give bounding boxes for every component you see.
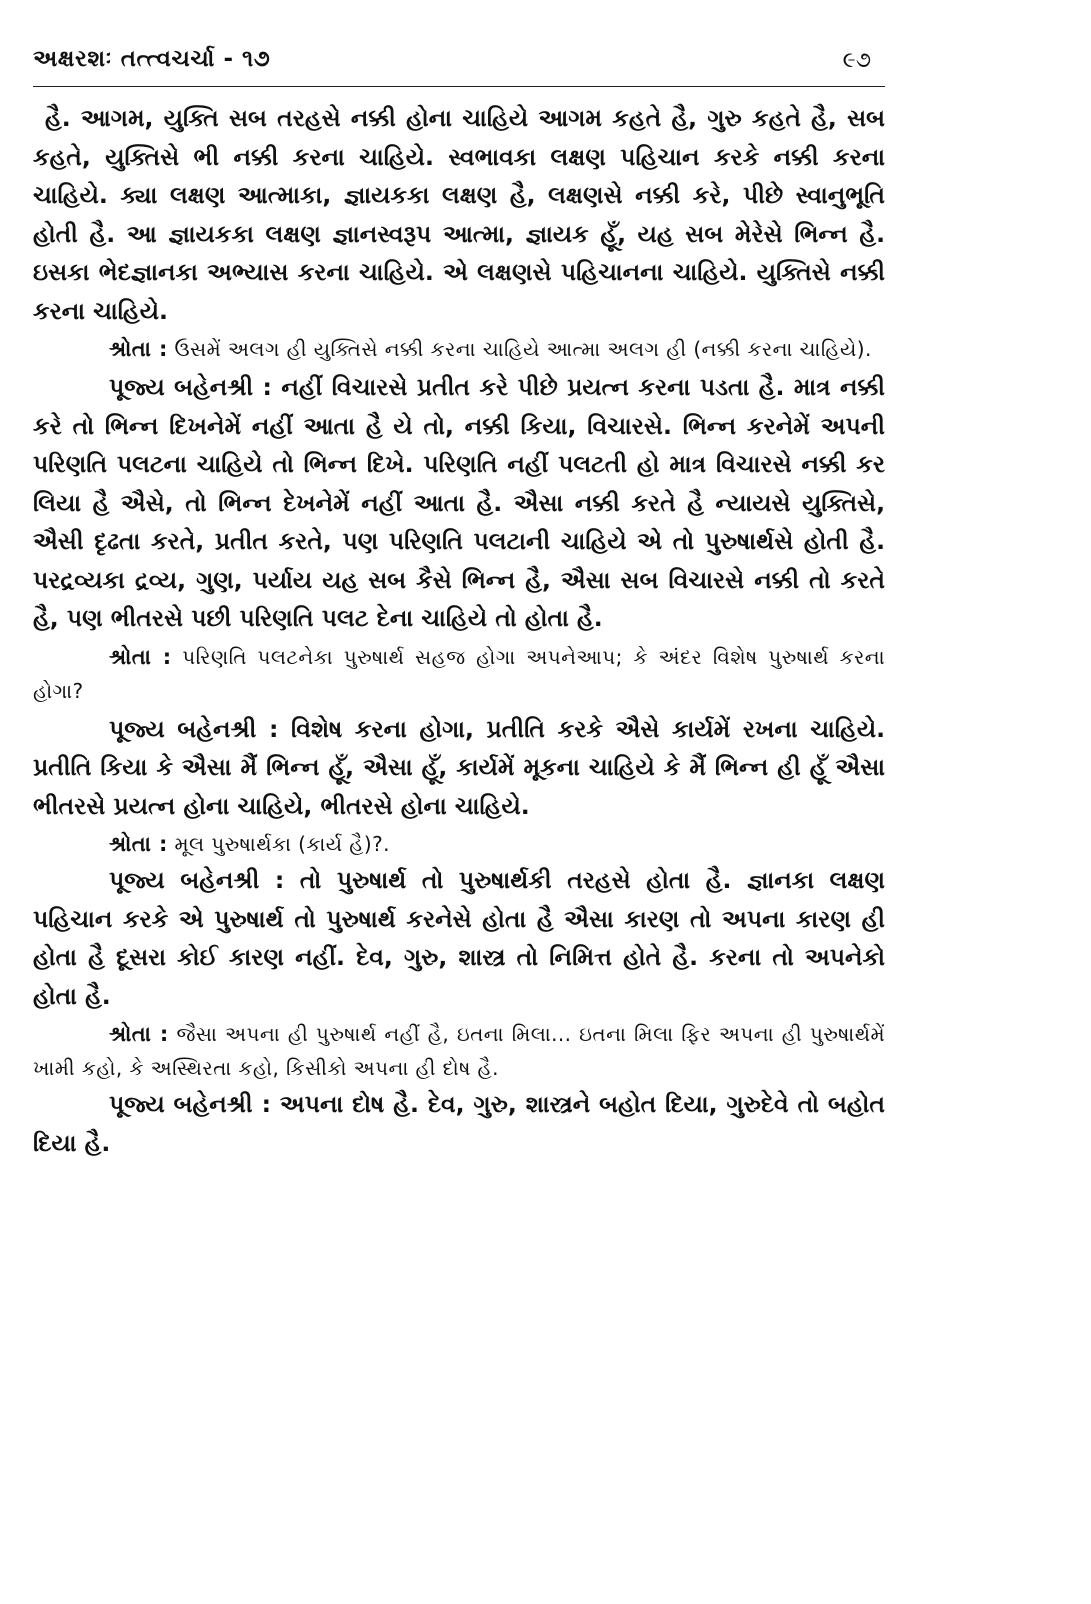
page-body	[33, 99, 885, 1162]
speaker-label: પૂજ્ય બહેનશ્રી :	[109, 373, 272, 401]
listener-question	[33, 332, 885, 366]
speaker-label: શ્રોતા :	[109, 644, 172, 669]
paragraph-text: અપના દોષ હૈ. દેવ, ગુરુ, શાસ્ત્રને બહોત દિયા, ગુરુદેવે તો બહોત દિયા હૈ.	[33, 1090, 885, 1157]
speaker-label: પૂજ્ય બહેનશ્રી :	[109, 714, 279, 743]
running-title: અક્ષરશઃ તત્ત્વચર્ચા - ૧૭	[33, 46, 271, 72]
paragraph-text: હૈ. આગમ, યુક્તિ સબ તરહસે નક્કી હોના ચાહિયે આગમ કહતે હૈ, ગુરુ કહતે હૈ, સબ કહતે, યુક્તિસે ભી નક્કી કરના ચાહિયે. સ્વભાવકા લક્ષણ પહિચાન કરકે નક્કી કરના ચાહિયે. ક્યા લક્ષણ આત્માકા, જ્ઞાયકકા લક્ષણ હૈ, લક્ષણસે નક્કી કરે, પીછે સ્વાનુભૂતિ હોતી હૈ. આ જ્ઞાયકકા લક્ષણ જ્ઞાનસ્વરૂપ આત્મા, જ્ઞાયક હૂઁ, યહ સબ મેરેસે ભિન્ન હૈ. ઇસકા ભેદજ્ઞાનકા અભ્યાસ કરના ચાહિયે. એ લક્ષણસે પહિચાનના ચાહિયે. યુક્તિસે નક્કી કરના ચાહિયે.	[33, 104, 885, 325]
paragraph-text: ઉસમેં અલગ હી યુક્તિસે નક્કી કરના ચાહિયે આત્મા અલગ હી (નક્કી કરના ચાહિયે).	[167, 337, 872, 361]
listener-question	[33, 640, 885, 708]
listener-question	[33, 1017, 885, 1085]
listener-question	[33, 827, 885, 861]
speaker-label: પૂજ્ય બહેનશ્રી :	[109, 1090, 271, 1118]
paragraph-text: જૈસા અપના હી પુરુષાર્થ નહીં હૈ, ઇતના મિલા... ઇતના મિલા ફિર અપના હી પુરુષાર્થમેં ખામી કહો, કે અસ્થિરતા કહો, કિસીકો અપના હી દોષ હૈ.	[33, 1022, 885, 1080]
behenshri-answer	[33, 710, 885, 826]
behenshri-answer	[33, 1085, 885, 1162]
page-header	[33, 40, 885, 87]
paragraph-text: નહીં વિચારસે પ્રતીત કરે પીછે પ્રયત્ન કરના પડતા હૈ. માત્ર નક્કી કરે તો ભિન્ન દિખનેમેં નહીં આતા હૈ યે તો, નક્કી કિયા, વિચારસે. ભિન્ન કરનેમેં અપની પરિણતિ પલટના ચાહિયે તો ભિન્ન દિખે. પરિણતિ નહીં પલટતી હો માત્ર વિચારસે નક્કી કર લિયા હૈ ઐસે, તો ભિન્ન દેખનેમેં નહીં આતા હૈ. ઐસા નક્કી કરતે હૈ ન્યાયસે યુક્તિસે, ઐસી દૃઢતા કરતે, પ્રતીત કરતે, પણ પરિણતિ પલટાની ચાહિયે એ તો પુરુષાર્થસે હોતી હૈ. પરદ્રવ્યકા દ્રવ્ય, ગુણ, પર્યાય યહ સબ કૈસે ભિન્ન હૈ, ઐસા સબ વિચારસે નક્કી તો કરતે હૈ, પણ ભીતરસે પછી પરિણતિ પલટ દેના ચાહિયે તો હોતા હૈ.	[33, 373, 885, 632]
speaker-label: શ્રોતા :	[109, 1022, 169, 1046]
behenshri-answer	[33, 861, 885, 1015]
paragraph-text: તો પુરુષાર્થ તો પુરુષાર્થકી તરહસે હોતા હૈ. જ્ઞાનકા લક્ષણ પહિચાન કરકે એ પુરુષાર્થ તો પુરુષાર્થ કરનેસે હોતા હૈ ઐસા કારણ તો અપના કારણ હી હોતા હૈ દૂસરા કોઈ કારણ નહીં. દેવ, ગુરુ, શાસ્ત્ર તો નિમિત્ત હોતે હૈ. કરના તો અપનેકો હોતા હૈ.	[33, 866, 885, 1010]
behenshri-answer	[33, 368, 885, 638]
paragraph-text: મૂલ પુરુષાર્થકા (કાર્ય હૈ)?.	[167, 832, 390, 856]
speaker-label: શ્રોતા :	[109, 337, 168, 361]
paragraph-continuation	[33, 99, 885, 330]
paragraph-text: વિશેષ કરના હોગા, પ્રતીતિ કરકે ઐસે કાર્યમેં રખના ચાહિયે. પ્રતીતિ કિયા કે ઐસા મૈં ભિન્ન હૂઁ, ઐસા હૂઁ, કાર્યમેં મૂકના ચાહિયે કે મૈં ભિન્ન હી હૂઁ ઐસા ભીતરસે પ્રયત્ન હોના ચાહિયે, ભીતરસે હોના ચાહિયે.	[33, 714, 885, 820]
speaker-label: શ્રોતા :	[109, 832, 168, 856]
paragraph-text: પરિણતિ પલટનેકા પુરુષાર્થ સહજ હોગા અપનેઆપ; કે અંદર વિશેષ પુરુષાર્થ કરના હોગા?	[33, 644, 885, 703]
book-page	[33, 40, 885, 1162]
page-number: ૯૭	[842, 48, 871, 73]
speaker-label: પૂજ્ય બહેનશ્રી :	[109, 866, 285, 894]
